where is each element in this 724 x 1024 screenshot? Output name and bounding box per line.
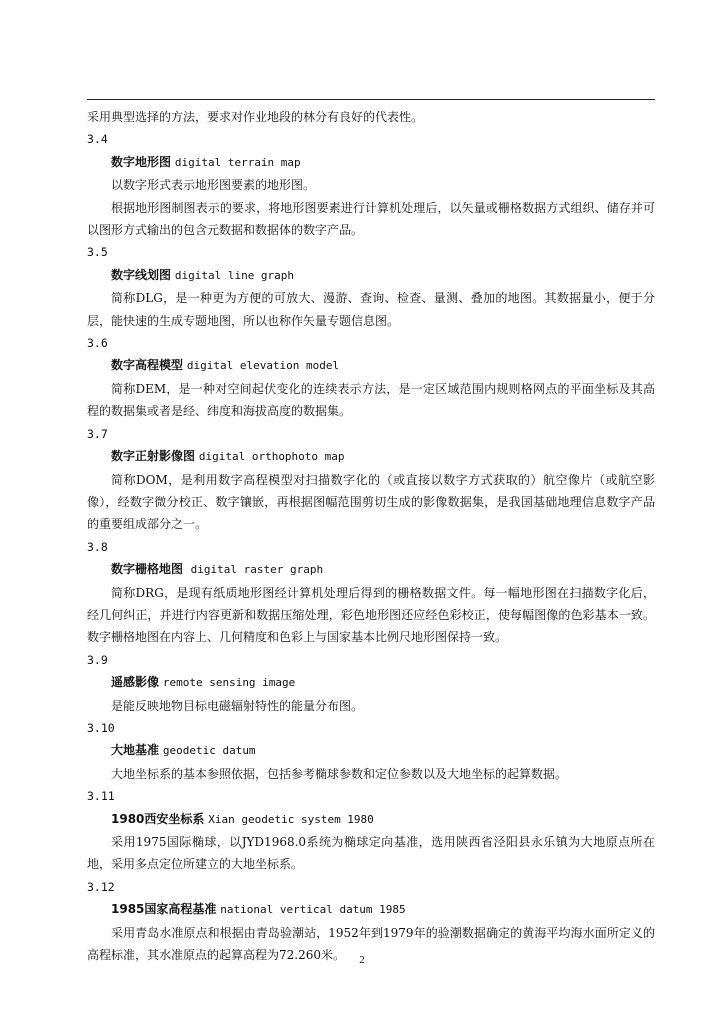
section-heading (87, 671, 655, 694)
term-zh: 数字地形图 (111, 154, 172, 169)
term-en: national vertical datum 1985 (220, 903, 406, 917)
section-heading (87, 808, 655, 831)
section-paragraph: 简称DOM，是利用数字高程模型对扫描数字化的（或直接以数字方式获取的）航空像片（或航空影像），经数字微分校正、数字镶嵌，再根据图幅范围剪切生成的影像数据集，是我国基础地理信息数字产品的重要组成部分之一。 (87, 472, 655, 532)
section-number: 3.10 (87, 720, 115, 735)
header-rule (87, 99, 655, 100)
section-heading (87, 898, 655, 921)
section-heading (87, 151, 655, 174)
term-en: digital elevation model (186, 359, 340, 373)
section-heading (87, 264, 655, 287)
section-number: 3.4 (87, 132, 108, 147)
section-number: 3.7 (87, 426, 108, 441)
page-number: 2 (359, 954, 365, 966)
term-en: digital line graph (174, 268, 295, 282)
section-paragraph: 简称DLG，是一种更为方便的可放大、漫游、查询、检查、量测、叠加的地图。其数据量小，便于分层，能快速的生成专题地图，所以也称作矢量专题信息图。 (87, 291, 655, 328)
term-en: digital raster graph (190, 563, 324, 577)
term-en: digital terrain map (174, 155, 301, 169)
term-zh: 1980西安坐标系 (111, 811, 205, 826)
section-paragraph: 以数字形式表示地形图要素的地形图。 (111, 178, 316, 193)
section-number: 3.11 (87, 789, 115, 804)
term-zh: 1985国家高程基准 (111, 902, 217, 917)
term-en: digital orthophoto map (198, 450, 345, 464)
section-heading (87, 354, 655, 377)
term-zh: 数字高程模型 (111, 358, 184, 373)
section-number: 3.5 (87, 245, 108, 260)
term-zh: 遥感影像 (111, 675, 160, 690)
section-paragraph: 根据地形图制图表示的要求，将地形图要素进行计算机处理后，以矢量或栅格数据方式组织、储存并可以图形方式输出的包含元数据和数据体的数字产品。 (87, 200, 655, 238)
term-zh: 数字线划图 (111, 267, 172, 282)
term-zh: 大地基准 (111, 743, 160, 758)
section-number: 3.9 (87, 652, 108, 667)
section-number: 3.12 (87, 879, 115, 894)
term-zh: 数字栅格地图 (111, 562, 184, 577)
term-en: remote sensing image (162, 676, 296, 690)
section-paragraph: 采用1975国际椭球，以JYD1968.0系统为椭球定向基准，选用陕西省泾阳县永乐镇为大地原点所在地，采用多点定位所建立的大地坐标系。 (87, 835, 655, 872)
section-heading (87, 558, 655, 581)
section-number: 3.8 (87, 539, 108, 554)
section-paragraph: 是能反映地物目标电磁辐射特性的能量分布图。 (111, 698, 364, 713)
term-zh: 数字正射影像图 (111, 449, 196, 464)
section-paragraph: 简称DRG，是现有纸质地形图经计算机处理后得到的栅格数据文件。每一幅地形图在扫描数字化后，经几何纠正，并进行内容更新和数据压缩处理，彩色地形图还应经色彩校正，使每幅图像的色彩基本一致。数字栅格地图在内容上、几何精度和色彩上与国家基本比例尺地形图保持一致。 (87, 585, 655, 645)
section-paragraph: 大地坐标系的基本参照依据，包括参考椭球参数和定位参数以及大地坐标的起算数据。 (111, 766, 568, 781)
section-number: 3.6 (87, 336, 108, 351)
term-en: geodetic datum (162, 744, 256, 758)
document-body (87, 106, 655, 966)
section-paragraph: 采用青岛水准原点和根据由青岛验潮站，1952年到1979年的验潮数据确定的黄海平均海水面所定义的高程标准，其水准原点的起算高程为72.260米。 (87, 925, 655, 963)
section-heading (87, 739, 655, 762)
section-paragraph: 简称DEM，是一种对空间起伏变化的连续表示方法，是一定区域范围内规则格网点的平面坐标及其高程的数据集或者是经、纬度和海拔高度的数据集。 (87, 381, 655, 419)
section-heading (87, 445, 655, 468)
intro-paragraph: 采用典型选择的方法，要求对作业地段的林分有良好的代表性。 (87, 110, 424, 124)
term-en: Xian geodetic system 1980 (208, 812, 374, 826)
